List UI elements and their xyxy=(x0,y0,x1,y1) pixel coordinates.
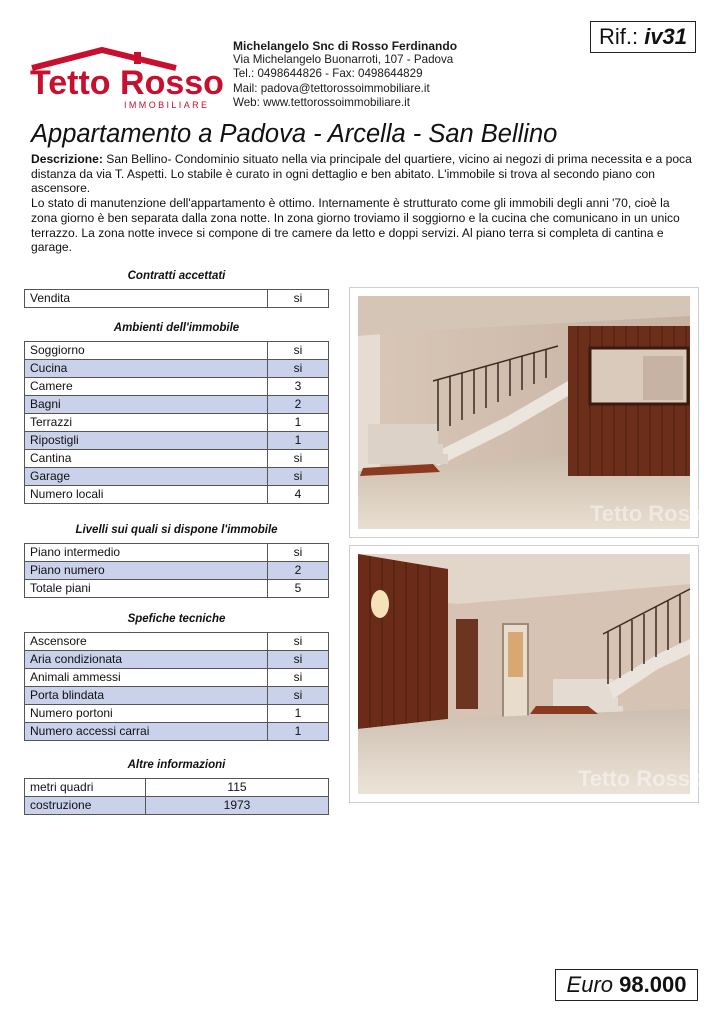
table-row xyxy=(25,486,329,504)
table-row xyxy=(25,378,329,396)
property-photo-1[interactable] xyxy=(349,287,716,538)
row-label: Piano numero xyxy=(25,562,268,580)
section-title-altre: Altre informazioni xyxy=(127,759,226,771)
table-row xyxy=(25,633,329,651)
property-photo-2[interactable] xyxy=(349,545,704,803)
ref-label: Rif.: xyxy=(598,24,639,49)
row-label: Totale piani xyxy=(25,580,268,598)
row-value: si xyxy=(268,651,329,669)
table-row xyxy=(25,396,329,414)
table-altre xyxy=(24,778,329,815)
description xyxy=(31,152,697,255)
company-info xyxy=(233,39,457,110)
row-label: Numero portoni xyxy=(25,705,268,723)
row-label: Aria condizionata xyxy=(25,651,268,669)
table-row xyxy=(25,360,329,378)
table-row xyxy=(25,562,329,580)
table-row xyxy=(25,651,329,669)
company-web[interactable]: Web: www.tettorossoimmobiliare.it xyxy=(233,95,410,109)
table-row xyxy=(25,290,329,308)
row-value: si xyxy=(268,687,329,705)
table-row xyxy=(25,414,329,432)
page-title: Appartamento a Padova - Arcella - San Bellino xyxy=(31,120,558,148)
table-row xyxy=(25,580,329,598)
row-value: si xyxy=(268,544,329,562)
row-value: si xyxy=(268,450,329,468)
row-value: si xyxy=(268,633,329,651)
row-value: si xyxy=(268,290,329,308)
row-value: 2 xyxy=(268,396,329,414)
table-row xyxy=(25,779,329,797)
row-value: si xyxy=(268,669,329,687)
table-contratti xyxy=(24,289,329,308)
company-phone: Tel.: 0498644826 - Fax: 0498644829 xyxy=(233,67,423,81)
description-para2: Lo stato di manutenzione dell'appartamento è ottimo. Internamente è strutturato come gli immobili degli anni '70, cioè la zona giorno è ben separata dalla zona notte. In zona giorno troviamo il soggiorno e la cucina che comunicano in un unico terrazzo. La zona notte invece si compone di tre camere da letto e doppi servizi. Al piano terra si completa di cantina e garage. xyxy=(31,196,680,255)
row-label: costruzione xyxy=(25,797,146,815)
company-address: Via Michelangelo Buonarroti, 107 - Padova xyxy=(233,53,454,67)
row-value: 1 xyxy=(268,432,329,450)
table-row xyxy=(25,544,329,562)
table-livelli xyxy=(24,543,329,598)
row-label: Animali ammessi xyxy=(25,669,268,687)
row-label: Cucina xyxy=(25,360,268,378)
table-row xyxy=(25,687,329,705)
row-value: 1 xyxy=(268,723,329,741)
logo-subtitle: IMMOBILIARE xyxy=(124,100,210,110)
table-row xyxy=(25,450,329,468)
description-para1: San Bellino- Condominio situato nella via principale del quartiere, vicino ai negozi di prima necessita e a poca distanza da via T. Aspetti. Lo stabile è curato in ogni dettaglio e ben abitato. L'immobile si trova al secondo piano con ascensore. xyxy=(31,152,692,196)
row-value: si xyxy=(268,342,329,360)
row-value: 1 xyxy=(268,705,329,723)
section-title-livelli: Livelli sui quali si dispone l'immobile xyxy=(75,524,278,536)
row-value: 2 xyxy=(268,562,329,580)
table-row xyxy=(25,342,329,360)
row-value: 5 xyxy=(268,580,329,598)
row-value: si xyxy=(268,468,329,486)
table-ambienti xyxy=(24,341,329,504)
table-row xyxy=(25,723,329,741)
price-box xyxy=(555,969,698,1001)
table-row xyxy=(25,797,329,815)
row-value: 3 xyxy=(268,378,329,396)
section-title-specifiche: Spefiche tecniche xyxy=(127,613,226,625)
company-mail[interactable]: Mail: padova@tettorossoimmobiliare.it xyxy=(233,81,430,95)
row-label: Bagni xyxy=(25,396,268,414)
logo-text: Tetto Rosso xyxy=(30,64,224,102)
table-row xyxy=(25,468,329,486)
table-row xyxy=(25,432,329,450)
row-label: Vendita xyxy=(25,290,268,308)
photo-watermark: Tetto Rosso xyxy=(578,766,704,791)
ref-code: iv31 xyxy=(644,24,688,49)
row-label: Terrazzi xyxy=(25,414,268,432)
row-value: 115 xyxy=(146,779,329,797)
section-title-ambienti: Ambienti dell'immobile xyxy=(113,322,240,334)
row-label: Ascensore xyxy=(25,633,268,651)
row-value: 1973 xyxy=(146,797,329,815)
row-value: 1 xyxy=(268,414,329,432)
row-label: Garage xyxy=(25,468,268,486)
photo-watermark: Tetto Rosso xyxy=(590,501,716,526)
table-row xyxy=(25,705,329,723)
description-label: Descrizione: xyxy=(31,152,103,166)
price-amount: 98.000 xyxy=(619,972,687,997)
table-row xyxy=(25,669,329,687)
row-label: Porta blindata xyxy=(25,687,268,705)
row-label: Soggiorno xyxy=(25,342,268,360)
section-title-contratti: Contratti accettati xyxy=(127,270,226,282)
reference-box xyxy=(590,21,696,53)
row-value: si xyxy=(268,360,329,378)
price-currency: Euro xyxy=(566,972,614,997)
row-label: Numero accessi carrai xyxy=(25,723,268,741)
company-logo xyxy=(26,48,222,112)
company-name: Michelangelo Snc di Rosso Ferdinando xyxy=(233,39,458,53)
row-label: Cantina xyxy=(25,450,268,468)
row-label: Camere xyxy=(25,378,268,396)
row-label: Numero locali xyxy=(25,486,268,504)
table-specifiche xyxy=(24,632,329,741)
row-label: Ripostigli xyxy=(25,432,268,450)
row-value: 4 xyxy=(268,486,329,504)
row-label: metri quadri xyxy=(25,779,146,797)
row-label: Piano intermedio xyxy=(25,544,268,562)
